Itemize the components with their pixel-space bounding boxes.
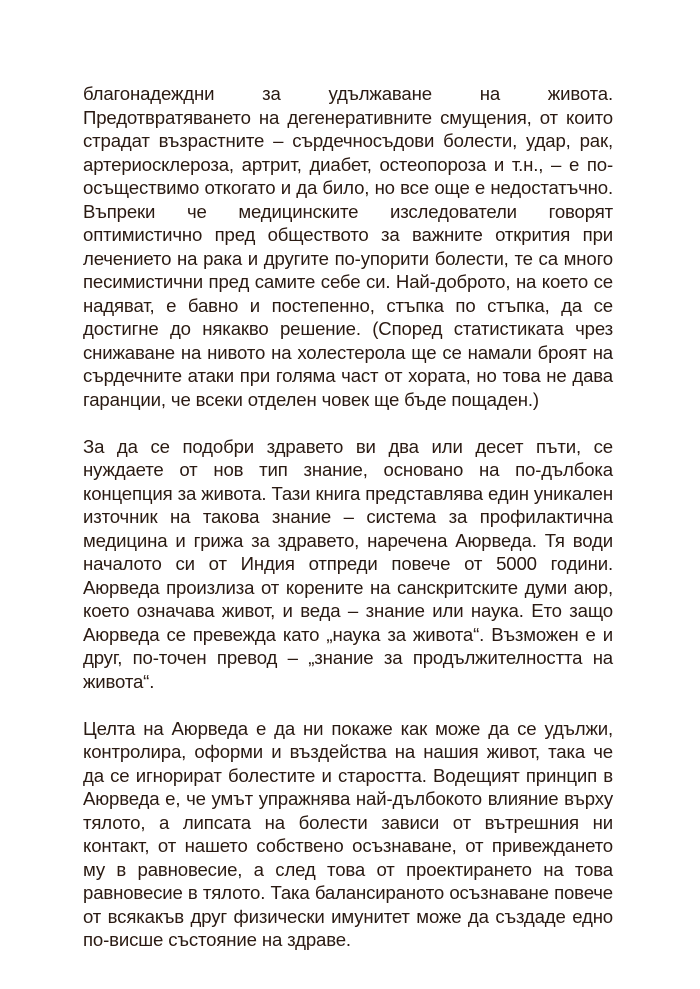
document-page — [83, 82, 613, 952]
paragraph-ayurveda-goal: Целта на Аюрведа е да ни покаже как може да се удължи, контролира, оформи и въздейства на нашия живот, така че да се игнорират болестите и старостта. Водещият принцип в Аюрведа е, че умът упражнява най-дълбокото влияние върху тялото, а липсата на болести зависи от вътрешния ни контакт, от нашето собствено осъзнаване, от привеждането му в равновесие, а след това от проектирането на това равновесие в тялото. Така балансираното осъзнаване повече от всякакъв друг физически имунитет може да създаде едно по-висше състояние на здраве. — [83, 717, 613, 950]
paragraph-longevity-research: благонадеждни за удължаване на живота. Предотвратяването на дегенеративните смущения, от които страдат възрастните – сърдечносъдови болести, удар, рак, артериосклероза, артрит, диабет, остеопороза и т.н., – е по-осъществимо откогато и да било, но все още е недостатъчно. Въпреки че медицинските изследователи говорят оптимистично пред обществото за важните открития при лечението на рака и другите по-упорити болести, те са много песимистични пред самите себе си. Най-доброто, на което се надяват, е бавно и постепенно, стъпка по стъпка, да се достигне до някакво решение. (Според статистиката чрез снижаване на нивото на холестерола ще се намали броят на сърдечните атаки при голяма част от хората, но това не дава гаранции, че всеки отделен човек ще бъде пощаден.) — [83, 83, 613, 410]
paragraph-ayurveda-intro: За да се подобри здравето ви два или десет пъти, се нуждаете от нов тип знание, основано на по-дълбока концепция за живота. Тази книга представлява един уникален източник на такова знание – система за профилактична медицина и грижа за здравето, наречена Аюрведа. Тя води началото си от Индия отпреди повече от 5000 години. Аюрведа произлиза от корените на санскритските думи аюр, което означава живот, и веда – знание или наука. Ето защо Аюрведа се превежда като „наука за живота“. Възможен е и друг, по-точен превод – „знание за продължителността на живота“. — [83, 435, 613, 692]
